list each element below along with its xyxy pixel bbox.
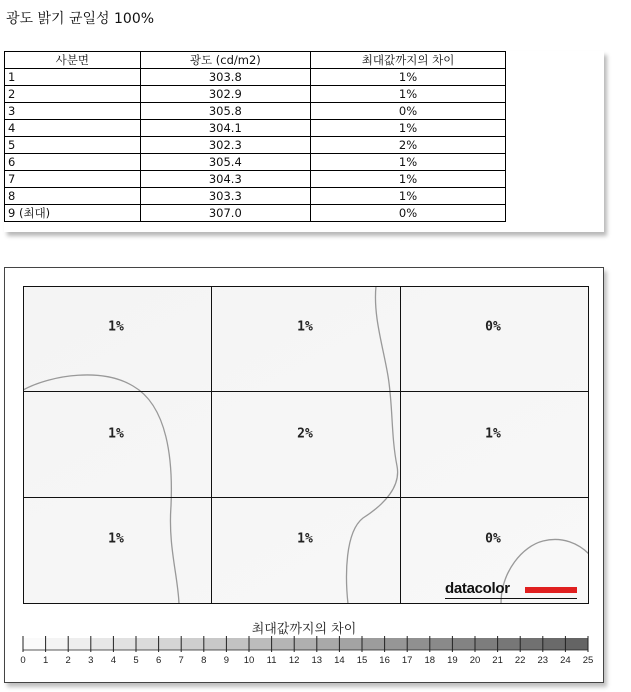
table-row — [5, 69, 506, 86]
scale-tick-label: 18 — [424, 655, 436, 666]
scale-tick-label: 17 — [401, 655, 413, 666]
scale-swatch — [204, 638, 227, 650]
cell-label: 1% — [297, 319, 313, 335]
scale-swatch — [520, 638, 543, 650]
scale-swatch — [317, 638, 340, 650]
table-row — [5, 154, 506, 171]
luminance-cell: 302.3 — [140, 137, 311, 154]
scale-swatch — [68, 638, 91, 650]
scale-swatch — [565, 638, 588, 650]
scale-tick-label: 16 — [379, 655, 390, 666]
scale-swatch — [498, 638, 521, 650]
quadrant-cell: 7 — [5, 171, 141, 188]
luminance-cell: 305.4 — [140, 154, 311, 171]
quadrant-cell: 8 — [5, 188, 141, 205]
scale-swatch — [452, 638, 475, 650]
scale-swatch — [181, 638, 204, 650]
logo-accent-bar — [525, 587, 577, 593]
quadrant-cell: 4 — [5, 120, 141, 137]
luminance-cell: 304.3 — [140, 171, 311, 188]
scale-tick-label: 0 — [20, 655, 26, 666]
quadrant-cell: 6 — [5, 154, 141, 171]
cell-label: 1% — [485, 426, 501, 442]
scale-tick-label: 2 — [65, 655, 71, 666]
scale-tick-label: 5 — [133, 655, 139, 666]
header-quadrant: 사분면 — [5, 52, 141, 69]
scale-tick-label: 19 — [447, 655, 458, 666]
cell-label: 0% — [485, 531, 501, 547]
difference-cell: 0% — [311, 103, 506, 120]
datacolor-logo: datacolor — [445, 580, 510, 597]
quadrant-cell: 1 — [5, 69, 141, 86]
scale-swatch — [385, 638, 408, 650]
header-difference: 최대값까지의 차이 — [311, 52, 506, 69]
difference-cell: 1% — [311, 120, 506, 137]
scale-tick-label: 15 — [356, 655, 368, 666]
cell-label: 2% — [297, 426, 313, 442]
quadrant-cell: 2 — [5, 86, 141, 103]
difference-cell: 1% — [311, 86, 506, 103]
scale-tick-label: 20 — [469, 655, 481, 666]
scale-swatch — [543, 638, 566, 650]
scale-swatch — [430, 638, 453, 650]
scale-swatch — [407, 638, 430, 650]
scale-tick-label: 13 — [311, 655, 323, 666]
luminance-cell: 303.8 — [140, 69, 311, 86]
scale-tick-label: 10 — [243, 655, 255, 666]
scale-tick-label: 24 — [560, 655, 571, 666]
uniformity-figure — [4, 267, 604, 683]
quadrant-cell: 5 — [5, 137, 141, 154]
scale-swatch — [362, 638, 385, 650]
table-row — [5, 137, 506, 154]
scale-tick-label: 1 — [42, 655, 49, 666]
difference-cell: 2% — [311, 137, 506, 154]
scale-tick-label: 25 — [582, 655, 594, 666]
table-row — [5, 86, 506, 103]
scale-tick-label: 11 — [266, 655, 277, 666]
luminance-cell: 302.9 — [140, 86, 311, 103]
cell-label: 1% — [297, 531, 313, 547]
difference-cell: 1% — [311, 188, 506, 205]
uniformity-table — [4, 51, 506, 222]
scale-swatch — [294, 638, 317, 650]
scale-tick-label: 6 — [155, 655, 162, 666]
scale-swatch — [46, 638, 69, 650]
table-row — [5, 120, 506, 137]
table-row — [5, 103, 506, 120]
luminance-cell: 305.8 — [140, 103, 311, 120]
scale-title: 최대값까지의 차이 — [251, 622, 357, 637]
scale-swatch — [113, 638, 136, 650]
scale-tick-label: 3 — [88, 655, 94, 666]
uniformity-table-card — [4, 51, 604, 232]
header-luminance: 광도 (cd/m2) — [140, 52, 311, 69]
scale-swatch — [159, 638, 182, 650]
difference-scale — [21, 634, 591, 654]
difference-cell: 0% — [311, 205, 506, 222]
table-header-row — [5, 52, 506, 69]
scale-swatch — [339, 638, 362, 650]
scale-swatch — [136, 638, 159, 650]
luminance-cell: 303.3 — [140, 188, 311, 205]
scale-swatch — [475, 638, 498, 650]
quadrant-cell: 9 (최대) — [5, 205, 141, 222]
difference-cell: 1% — [311, 171, 506, 188]
scale-tick-label: 9 — [223, 655, 230, 666]
table-row — [5, 171, 506, 188]
scale-tick-label: 14 — [334, 655, 345, 666]
luminance-cell: 304.1 — [140, 120, 311, 137]
scale-tick-label: 12 — [288, 655, 300, 666]
scale-swatch — [91, 638, 114, 650]
logo-underline — [445, 598, 577, 599]
scale-swatch — [272, 638, 295, 650]
cell-label: 1% — [108, 426, 124, 442]
scale-swatch — [249, 638, 272, 650]
scale-tick-label: 8 — [201, 655, 207, 666]
scale-tick-label: 21 — [492, 655, 503, 666]
page-title: 광도 밝기 균일성 100% — [6, 11, 155, 27]
cell-label: 1% — [108, 531, 124, 547]
cell-label: 1% — [108, 319, 124, 335]
scale-tick-label: 22 — [514, 655, 526, 666]
table-row — [5, 188, 506, 205]
difference-cell: 1% — [311, 69, 506, 86]
scale-swatch — [23, 638, 46, 650]
scale-tick-label: 23 — [537, 655, 549, 666]
table-row — [5, 205, 506, 222]
quadrant-cell: 3 — [5, 103, 141, 120]
scale-tick-label: 7 — [178, 655, 184, 666]
luminance-cell: 307.0 — [140, 205, 311, 222]
difference-cell: 1% — [311, 154, 506, 171]
scale-tick-label: 4 — [110, 655, 117, 666]
scale-swatch — [226, 638, 249, 650]
cell-label: 0% — [485, 319, 501, 335]
